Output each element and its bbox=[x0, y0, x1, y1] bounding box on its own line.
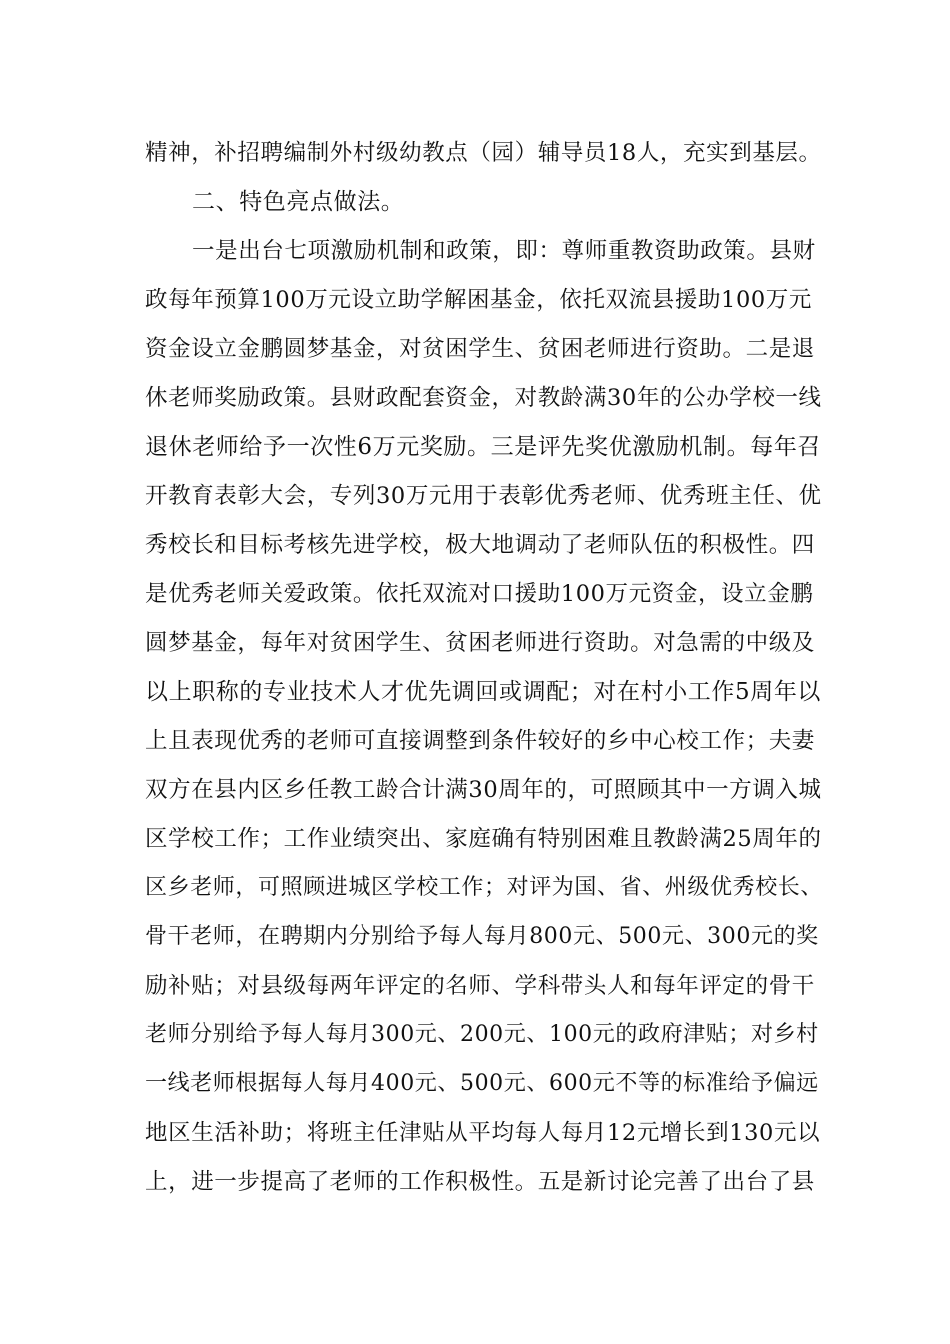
text-line: 双方在县内区乡任教工龄合计满30周年的，可照顾其中一方调入城 bbox=[145, 777, 822, 803]
text-line: 一线老师根据每人每月400元、500元、600元不等的标准给予偏远 bbox=[145, 1071, 819, 1096]
text-line: 一是出台七项激励机制和政策，即：尊师重教资助政策。县财 bbox=[192, 238, 816, 264]
text-line: 开教育表彰大会，专列30万元用于表彰优秀老师、优秀班主任、优 bbox=[145, 483, 822, 509]
text-line: 区乡老师，可照顾进城区学校工作；对评为国、省、州级优秀校长、 bbox=[145, 875, 824, 900]
text-line: 上，进一步提高了老师的工作积极性。五是新讨论完善了出台了县 bbox=[145, 1169, 815, 1195]
text-line: 圆梦基金，每年对贫困学生、贫困老师进行资助。对急需的中级及 bbox=[145, 630, 815, 656]
text-line: 区学校工作；工作业绩突出、家庭确有特别困难且教龄满25周年的 bbox=[145, 826, 822, 852]
text-line: 精神，补招聘编制外村级幼教点（园）辅导员18人，充实到基层。 bbox=[145, 140, 822, 166]
text-line: 秀校长和目标考核先进学校，极大地调动了老师队伍的积极性。四 bbox=[145, 532, 815, 558]
text-line: 以上职称的专业技术人才优先调回或调配；对在村小工作5周年以 bbox=[145, 679, 822, 705]
text-line: 政每年预算100万元设立助学解困基金，依托双流县援助100万元 bbox=[145, 287, 812, 313]
text-line: 资金设立金鹏圆梦基金，对贫困学生、贫困老师进行资助。二是退 bbox=[145, 336, 815, 362]
text-line: 退休老师给予一次性6万元奖励。三是评先奖优激励机制。每年召 bbox=[145, 434, 822, 460]
section-heading: 二、特色亮点做法。 bbox=[192, 189, 405, 215]
text-line: 老师分别给予每人每月300元、200元、100元的政府津贴；对乡村 bbox=[145, 1022, 819, 1047]
text-line: 励补贴；对县级每两年评定的名师、学科带头人和每年评定的骨干 bbox=[145, 973, 815, 999]
text-line: 是优秀老师关爱政策。依托双流对口援助100万元资金，设立金鹏 bbox=[145, 581, 814, 607]
text-line: 地区生活补助；将班主任津贴从平均每人每月12元增长到130元以 bbox=[145, 1120, 821, 1146]
text-line: 骨干老师，在聘期内分别给予每人每月800元、500元、300元的奖 bbox=[145, 924, 819, 949]
text-line: 休老师奖励政策。县财政配套资金，对教龄满30年的公办学校一线 bbox=[145, 385, 822, 411]
text-line: 上且表现优秀的老师可直接调整到条件较好的乡中心校工作；夫妻 bbox=[145, 728, 815, 754]
